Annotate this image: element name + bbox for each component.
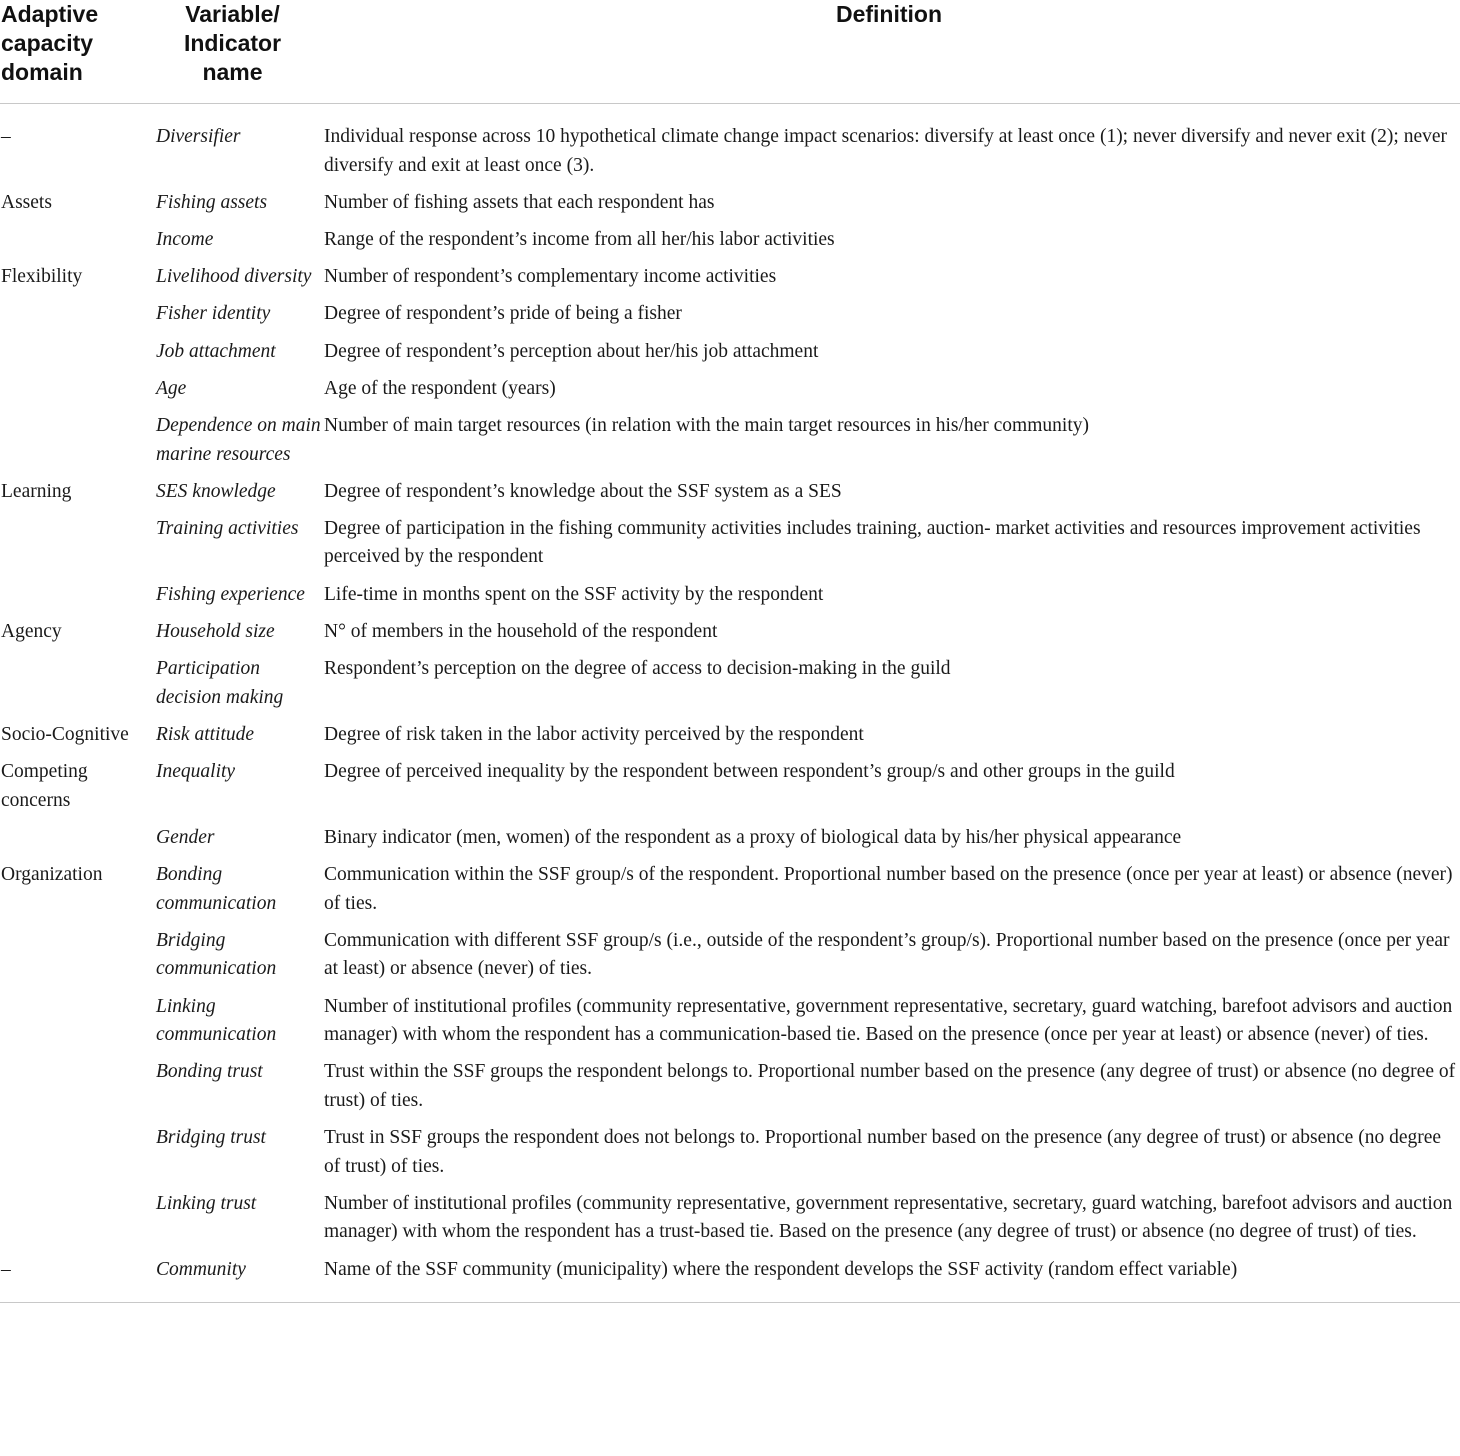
variable-cell: Linking communication bbox=[156, 995, 277, 1046]
domain-cell bbox=[0, 300, 155, 337]
variable-cell: Income bbox=[156, 228, 214, 250]
table-body bbox=[0, 104, 1460, 1303]
table-row bbox=[0, 375, 1460, 412]
definition-cell: Degree of respondent’s knowledge about the SSF system as a SES bbox=[324, 480, 842, 502]
definition-cell: Number of main target resources (in relation with the main target resources in his/her community) bbox=[324, 414, 1089, 436]
domain-cell bbox=[0, 515, 155, 581]
variable-cell: SES knowledge bbox=[156, 480, 276, 502]
variable-cell: Age bbox=[156, 377, 187, 399]
definition-cell: Respondent’s perception on the degree of access to decision-making in the guild bbox=[324, 658, 951, 680]
domain-cell bbox=[0, 927, 155, 993]
domain-cell: – bbox=[0, 1256, 155, 1303]
variable-cell: Training activities bbox=[156, 517, 299, 539]
variable-cell: Fishing assets bbox=[156, 191, 268, 213]
variable-cell: Bonding trust bbox=[156, 1061, 263, 1083]
domain-cell bbox=[0, 655, 155, 721]
table-row bbox=[0, 1190, 1460, 1256]
domain-cell: Flexibility bbox=[1, 266, 83, 288]
definition-cell: Age of the respondent (years) bbox=[324, 377, 556, 399]
variable-cell: Gender bbox=[156, 826, 215, 848]
variable-cell: Diversifier bbox=[156, 126, 241, 147]
variable-cell: Risk attitude bbox=[156, 723, 255, 745]
variable-cell: Fishing experience bbox=[156, 583, 305, 605]
domain-cell bbox=[0, 338, 155, 375]
table-row bbox=[0, 1124, 1460, 1190]
domain-cell: Agency bbox=[1, 620, 62, 642]
definition-cell: Range of the respondent’s income from all her/his labor activities bbox=[324, 228, 835, 250]
variable-cell: Job attachment bbox=[156, 340, 276, 362]
table-row bbox=[0, 189, 1460, 226]
table-row bbox=[0, 927, 1460, 993]
definition-cell: Number of respondent’s complementary income activities bbox=[324, 266, 777, 288]
table-row bbox=[0, 1256, 1460, 1303]
variable-cell: Bridging communication bbox=[156, 929, 277, 980]
table-row bbox=[0, 581, 1460, 618]
table-row bbox=[0, 824, 1460, 861]
table-row bbox=[0, 300, 1460, 337]
definition-cell: Life-time in months spent on the SSF activity by the respondent bbox=[324, 583, 824, 605]
variable-cell: Fisher identity bbox=[156, 303, 271, 325]
domain-cell bbox=[0, 581, 155, 618]
definition-cell: Communication with different SSF group/s (i.e., outside of the respondent’s group/s). Proportional number based on the presence (once per year at least) or absence (never) of ties. bbox=[324, 929, 1450, 980]
domain-cell bbox=[0, 1058, 155, 1124]
variable-cell: Participation decision making bbox=[156, 658, 284, 708]
definition-cell: Number of fishing assets that each respondent has bbox=[324, 191, 715, 213]
table-row bbox=[0, 478, 1460, 515]
domain-cell bbox=[0, 1190, 155, 1256]
header-definition: Definition bbox=[324, 0, 1460, 104]
variable-cell: Community bbox=[155, 1256, 324, 1303]
variable-cell: Dependence on main marine resources bbox=[156, 414, 321, 465]
table-row bbox=[0, 618, 1460, 655]
table-row bbox=[0, 226, 1460, 263]
table-row bbox=[0, 515, 1460, 581]
domain-cell bbox=[0, 226, 155, 263]
table-row bbox=[0, 758, 1460, 824]
header-row bbox=[0, 0, 1460, 104]
definition-cell: Number of institutional profiles (community representative, government representative, secretary, guard watching, barefoot advisors and auction manager) with whom the respondent has a communication-based tie. Based on the presence (once per year at least) or absence (never) of ties. bbox=[324, 995, 1453, 1046]
variable-cell: Bridging trust bbox=[156, 1127, 266, 1149]
table-row bbox=[0, 104, 1460, 189]
domain-cell: – bbox=[1, 126, 11, 147]
domain-cell: Assets bbox=[1, 191, 52, 213]
header-variable: Variable/ Indicator name bbox=[155, 0, 324, 104]
definition-cell: Name of the SSF community (municipality) where the respondent develops the SSF activity (random effect variable) bbox=[324, 1256, 1460, 1303]
table-row bbox=[0, 655, 1460, 721]
table-row bbox=[0, 721, 1460, 758]
table-row bbox=[0, 861, 1460, 927]
domain-cell bbox=[0, 375, 155, 412]
variable-cell: Livelihood diversity bbox=[156, 266, 312, 288]
variable-cell: Household size bbox=[156, 620, 275, 642]
domain-cell: Learning bbox=[1, 480, 72, 502]
definition-cell: Degree of respondent’s perception about her/his job attachment bbox=[324, 340, 819, 362]
definition-cell: Number of institutional profiles (community representative, government representative, secretary, guard watching, barefoot advisors and auction manager) with whom the respondent has a trust-based tie. Based on the presence (any degree of trust) or absence (no degree of trust) of ties. bbox=[324, 1192, 1453, 1243]
table-row bbox=[0, 263, 1460, 300]
definition-cell: Trust within the SSF groups the respondent belongs to. Proportional number based on the presence (any degree of trust) or absence (no degree of trust) of ties. bbox=[324, 1061, 1456, 1111]
table-row bbox=[0, 412, 1460, 478]
definition-cell: Degree of perceived inequality by the respondent between respondent’s group/s and other groups in the guild bbox=[324, 761, 1175, 782]
domain-cell bbox=[0, 993, 155, 1059]
definition-cell: Degree of respondent’s pride of being a fisher bbox=[324, 303, 682, 325]
variable-cell: Bonding communication bbox=[156, 863, 277, 914]
domain-cell bbox=[0, 1124, 155, 1190]
domain-cell: Socio-Cognitive bbox=[1, 723, 129, 745]
domain-cell bbox=[0, 412, 155, 478]
definition-cell: N° of members in the household of the respondent bbox=[324, 620, 718, 642]
definition-cell: Binary indicator (men, women) of the respondent as a proxy of biological data by his/her physical appearance bbox=[324, 826, 1182, 848]
table-row bbox=[0, 338, 1460, 375]
definition-cell: Trust in SSF groups the respondent does not belongs to. Proportional number based on the presence (any degree of trust) or absence (no degree of trust) of ties. bbox=[324, 1127, 1442, 1177]
variable-cell: Linking trust bbox=[156, 1192, 257, 1214]
header-domain: Adaptive capacity domain bbox=[0, 0, 155, 104]
variable-cell: Inequality bbox=[156, 761, 236, 782]
table-header bbox=[0, 0, 1460, 104]
definition-cell: Individual response across 10 hypothetical climate change impact scenarios: diversify at least once (1); never diversify and never exit (2); never diversify and exit at least once (3). bbox=[324, 126, 1448, 176]
definition-cell: Degree of risk taken in the labor activity perceived by the respondent bbox=[324, 723, 864, 745]
definition-cell: Communication within the SSF group/s of the respondent. Proportional number based on the presence (once per year at least) or absence (never) of ties. bbox=[324, 863, 1453, 914]
domain-cell: Organization bbox=[1, 863, 103, 885]
domain-cell bbox=[0, 824, 155, 861]
domain-cell: Competing concerns bbox=[1, 761, 88, 811]
table-row bbox=[0, 993, 1460, 1059]
table-row bbox=[0, 1058, 1460, 1124]
definition-cell: Degree of participation in the fishing community activities includes training, auction- market activities and resources improvement activities perceived by the respondent bbox=[324, 517, 1421, 568]
